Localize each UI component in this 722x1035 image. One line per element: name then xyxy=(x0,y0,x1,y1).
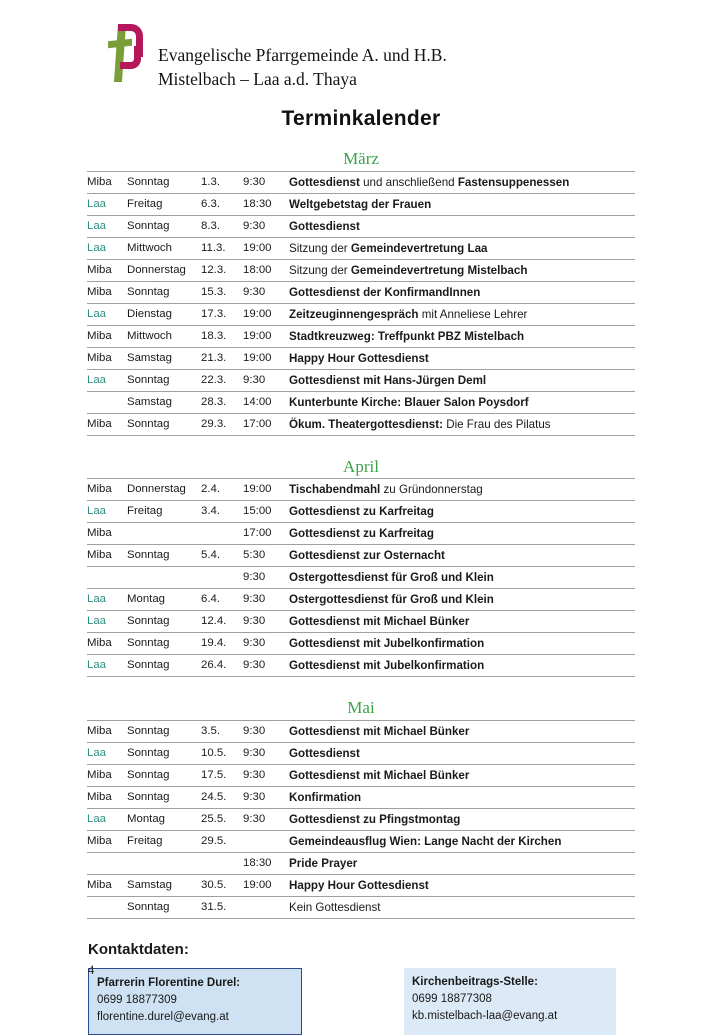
event-description: Gottesdienst mit Michael Bünker xyxy=(289,764,635,786)
event-place: Miba xyxy=(87,479,127,501)
contact-phone: 0699 18877309 xyxy=(97,994,177,1007)
event-description: Gottesdienst der KonfirmandInnen xyxy=(289,281,635,303)
event-date: 31.5. xyxy=(201,896,243,918)
contact-box-pastor xyxy=(88,968,302,1035)
event-description: Gottesdienst und anschließend Fastensuppenessen xyxy=(289,171,635,193)
calendar-row xyxy=(87,391,635,413)
event-place: Laa xyxy=(87,589,127,611)
event-weekday: Sonntag xyxy=(127,720,201,742)
event-place xyxy=(87,896,127,918)
event-place: Laa xyxy=(87,369,127,391)
event-weekday xyxy=(127,567,201,589)
event-place: Miba xyxy=(87,830,127,852)
event-weekday: Samstag xyxy=(127,391,201,413)
event-description: Ostergottesdienst für Groß und Klein xyxy=(289,589,635,611)
calendar-row xyxy=(87,479,635,501)
event-place: Miba xyxy=(87,720,127,742)
event-time: 19:00 xyxy=(243,237,289,259)
event-description: Ökum. Theatergottesdienst: Die Frau des Pilatus xyxy=(289,413,635,435)
event-weekday: Sonntag xyxy=(127,611,201,633)
event-time: 19:00 xyxy=(243,874,289,896)
event-time: 9:30 xyxy=(243,589,289,611)
event-description: Gottesdienst mit Jubelkonfirmation xyxy=(289,633,635,655)
event-time xyxy=(243,896,289,918)
event-date: 8.3. xyxy=(201,215,243,237)
event-description: Zeitzeuginnengespräch mit Anneliese Lehrer xyxy=(289,303,635,325)
event-place: Laa xyxy=(87,303,127,325)
calendar-row xyxy=(87,742,635,764)
event-time: 17:00 xyxy=(243,413,289,435)
calendar-row xyxy=(87,655,635,677)
event-weekday: Donnerstag xyxy=(127,479,201,501)
event-time xyxy=(243,830,289,852)
event-weekday: Samstag xyxy=(127,347,201,369)
event-weekday: Sonntag xyxy=(127,545,201,567)
event-place: Miba xyxy=(87,545,127,567)
organisation-line-1: Evangelische Pfarrgemeinde A. und H.B. xyxy=(158,45,447,65)
event-description: Gottesdienst zu Pfingstmontag xyxy=(289,808,635,830)
event-weekday: Montag xyxy=(127,808,201,830)
event-place: Miba xyxy=(87,874,127,896)
event-date: 21.3. xyxy=(201,347,243,369)
event-description: Gottesdienst zu Karfreitag xyxy=(289,523,635,545)
calendar-row xyxy=(87,633,635,655)
event-place: Miba xyxy=(87,633,127,655)
calendar-row xyxy=(87,237,635,259)
event-time: 9:30 xyxy=(243,786,289,808)
event-date: 3.5. xyxy=(201,720,243,742)
event-place: Laa xyxy=(87,193,127,215)
event-place: Miba xyxy=(87,259,127,281)
event-time: 9:30 xyxy=(243,633,289,655)
event-weekday: Sonntag xyxy=(127,742,201,764)
event-description: Sitzung der Gemeindevertretung Mistelbach xyxy=(289,259,635,281)
event-date: 17.5. xyxy=(201,764,243,786)
contact-phone: 0699 18877308 xyxy=(412,993,492,1006)
event-weekday: Sonntag xyxy=(127,281,201,303)
event-time: 19:00 xyxy=(243,479,289,501)
event-time: 9:30 xyxy=(243,808,289,830)
event-description: Kunterbunte Kirche: Blauer Salon Poysdorf xyxy=(289,391,635,413)
event-place: Miba xyxy=(87,523,127,545)
event-weekday: Dienstag xyxy=(127,303,201,325)
event-description: Happy Hour Gottesdienst xyxy=(289,874,635,896)
event-weekday: Sonntag xyxy=(127,764,201,786)
event-description: Gottesdienst mit Michael Bünker xyxy=(289,611,635,633)
calendar-row xyxy=(87,303,635,325)
calendar-row xyxy=(87,325,635,347)
page-number: 4 xyxy=(88,963,95,977)
month-name: April xyxy=(87,444,635,479)
event-place: Laa xyxy=(87,808,127,830)
month-header-row xyxy=(87,685,635,720)
calendar-row xyxy=(87,523,635,545)
event-place: Miba xyxy=(87,413,127,435)
event-place xyxy=(87,567,127,589)
calendar-row xyxy=(87,347,635,369)
event-place xyxy=(87,852,127,874)
event-description: Sitzung der Gemeindevertretung Laa xyxy=(289,237,635,259)
event-date: 6.4. xyxy=(201,589,243,611)
event-description: Gottesdienst xyxy=(289,215,635,237)
calendar-row xyxy=(87,193,635,215)
event-place: Miba xyxy=(87,325,127,347)
page-title: Terminkalender xyxy=(281,107,441,131)
event-description: Konfirmation xyxy=(289,786,635,808)
event-weekday: Sonntag xyxy=(127,369,201,391)
event-time: 5:30 xyxy=(243,545,289,567)
event-description: Gottesdienst zur Osternacht xyxy=(289,545,635,567)
month-name: Mai xyxy=(87,685,635,720)
event-weekday: Freitag xyxy=(127,193,201,215)
event-description: Ostergottesdienst für Groß und Klein xyxy=(289,567,635,589)
contact-box-church-contribution xyxy=(404,968,616,1035)
event-weekday: Samstag xyxy=(127,874,201,896)
event-date: 25.5. xyxy=(201,808,243,830)
calendar-row xyxy=(87,413,635,435)
event-date xyxy=(201,567,243,589)
event-date: 17.3. xyxy=(201,303,243,325)
contact-name: Pfarrerin Florentine Durel: xyxy=(97,976,241,989)
event-time: 18:30 xyxy=(243,193,289,215)
calendar-row xyxy=(87,764,635,786)
event-date: 3.4. xyxy=(201,501,243,523)
event-place: Laa xyxy=(87,237,127,259)
event-date: 30.5. xyxy=(201,874,243,896)
event-weekday: Freitag xyxy=(127,830,201,852)
document-header xyxy=(0,0,722,91)
contact-email[interactable]: florentine.durel@evang.at xyxy=(97,1011,229,1024)
event-place: Laa xyxy=(87,742,127,764)
organisation-name xyxy=(158,22,447,91)
event-description: Pride Prayer xyxy=(289,852,635,874)
event-date: 26.4. xyxy=(201,655,243,677)
event-weekday xyxy=(127,523,201,545)
event-date: 29.3. xyxy=(201,413,243,435)
calendar-row xyxy=(87,259,635,281)
event-date: 6.3. xyxy=(201,193,243,215)
calendar-row xyxy=(87,171,635,193)
event-time: 9:30 xyxy=(243,611,289,633)
event-time: 19:00 xyxy=(243,303,289,325)
calendar-row xyxy=(87,830,635,852)
event-time: 9:30 xyxy=(243,655,289,677)
church-logo-icon xyxy=(96,24,142,86)
calendar-row xyxy=(87,874,635,896)
calendar-spacer xyxy=(87,677,635,686)
calendar-row xyxy=(87,852,635,874)
event-date: 11.3. xyxy=(201,237,243,259)
event-description: Gottesdienst mit Hans-Jürgen Deml xyxy=(289,369,635,391)
event-time: 19:00 xyxy=(243,347,289,369)
event-place: Laa xyxy=(87,215,127,237)
event-date: 1.3. xyxy=(201,171,243,193)
event-weekday: Sonntag xyxy=(127,171,201,193)
event-date: 29.5. xyxy=(201,830,243,852)
event-description: Happy Hour Gottesdienst xyxy=(289,347,635,369)
event-date: 10.5. xyxy=(201,742,243,764)
event-description: Weltgebetstag der Frauen xyxy=(289,193,635,215)
calendar-row xyxy=(87,501,635,523)
event-time: 9:30 xyxy=(243,215,289,237)
month-name: März xyxy=(87,145,635,171)
event-time: 17:00 xyxy=(243,523,289,545)
event-description: Gottesdienst zu Karfreitag xyxy=(289,501,635,523)
contact-email[interactable]: kb.mistelbach-laa@evang.at xyxy=(412,1010,558,1023)
event-date: 2.4. xyxy=(201,479,243,501)
event-weekday: Freitag xyxy=(127,501,201,523)
event-weekday: Montag xyxy=(127,589,201,611)
event-time: 15:00 xyxy=(243,501,289,523)
calendar-row xyxy=(87,808,635,830)
event-description: Gottesdienst xyxy=(289,742,635,764)
calendar-table xyxy=(87,145,635,919)
month-header-row xyxy=(87,145,635,171)
event-date: 28.3. xyxy=(201,391,243,413)
calendar-row xyxy=(87,215,635,237)
event-weekday: Mittwoch xyxy=(127,325,201,347)
event-place: Miba xyxy=(87,281,127,303)
event-time: 14:00 xyxy=(243,391,289,413)
event-weekday: Sonntag xyxy=(127,786,201,808)
event-weekday: Sonntag xyxy=(127,215,201,237)
contact-boxes xyxy=(88,968,722,1035)
event-description: Gottesdienst mit Michael Bünker xyxy=(289,720,635,742)
event-date: 5.4. xyxy=(201,545,243,567)
event-date: 15.3. xyxy=(201,281,243,303)
calendar-row xyxy=(87,281,635,303)
event-date: 12.3. xyxy=(201,259,243,281)
calendar-row xyxy=(87,611,635,633)
event-time: 9:30 xyxy=(243,281,289,303)
event-time: 9:30 xyxy=(243,720,289,742)
event-place: Laa xyxy=(87,655,127,677)
event-time: 9:30 xyxy=(243,369,289,391)
calendar-row xyxy=(87,545,635,567)
event-place xyxy=(87,391,127,413)
event-description: Gemeindeausflug Wien: Lange Nacht der Kirchen xyxy=(289,830,635,852)
event-date: 12.4. xyxy=(201,611,243,633)
event-date: 22.3. xyxy=(201,369,243,391)
calendar-row xyxy=(87,369,635,391)
month-header-row xyxy=(87,444,635,479)
calendar-row xyxy=(87,896,635,918)
event-date xyxy=(201,523,243,545)
event-time: 9:30 xyxy=(243,764,289,786)
event-place: Laa xyxy=(87,501,127,523)
event-weekday: Sonntag xyxy=(127,633,201,655)
event-place: Miba xyxy=(87,764,127,786)
event-place: Laa xyxy=(87,611,127,633)
event-time: 9:30 xyxy=(243,567,289,589)
event-description: Stadtkreuzweg: Treffpunkt PBZ Mistelbach xyxy=(289,325,635,347)
event-place: Miba xyxy=(87,786,127,808)
event-time: 19:00 xyxy=(243,325,289,347)
calendar-row xyxy=(87,720,635,742)
event-date xyxy=(201,852,243,874)
event-weekday: Mittwoch xyxy=(127,237,201,259)
event-place: Miba xyxy=(87,171,127,193)
event-time: 18:00 xyxy=(243,259,289,281)
calendar-row xyxy=(87,786,635,808)
event-time: 9:30 xyxy=(243,171,289,193)
calendar-spacer xyxy=(87,435,635,444)
event-date: 18.3. xyxy=(201,325,243,347)
event-date: 24.5. xyxy=(201,786,243,808)
calendar-row xyxy=(87,567,635,589)
event-weekday: Donnerstag xyxy=(127,259,201,281)
event-weekday: Sonntag xyxy=(127,413,201,435)
contact-heading: Kontaktdaten: xyxy=(88,940,189,958)
event-description: Tischabendmahl zu Gründonnerstag xyxy=(289,479,635,501)
event-weekday: Sonntag xyxy=(127,655,201,677)
event-place: Miba xyxy=(87,347,127,369)
calendar-row xyxy=(87,589,635,611)
event-time: 9:30 xyxy=(243,742,289,764)
event-weekday xyxy=(127,852,201,874)
event-weekday: Sonntag xyxy=(127,896,201,918)
organisation-line-2: Mistelbach – Laa a.d. Thaya xyxy=(158,68,357,89)
event-time: 18:30 xyxy=(243,852,289,874)
event-date: 19.4. xyxy=(201,633,243,655)
event-description: Gottesdienst mit Jubelkonfirmation xyxy=(289,655,635,677)
event-description: Kein Gottesdienst xyxy=(289,896,635,918)
contact-name: Kirchenbeitrags-Stelle: xyxy=(412,975,538,988)
